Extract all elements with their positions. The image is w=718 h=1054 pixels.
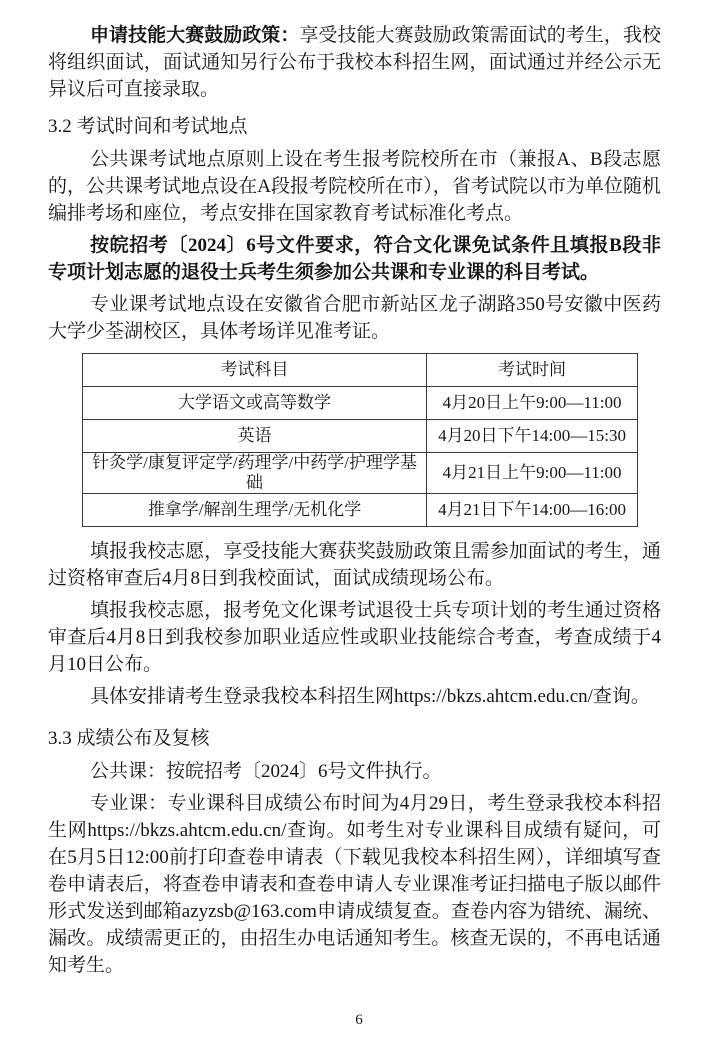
table-header-row — [83, 354, 638, 387]
table-cell-subject: 推拿学/解剖生理学/无机化学 — [83, 494, 427, 527]
table-header-subject: 考试科目 — [83, 354, 427, 387]
table-row — [83, 453, 638, 494]
section-heading-3-3: 3.3 成绩公布及复核 — [48, 728, 210, 749]
policy-paragraph — [48, 22, 661, 103]
table-row — [83, 387, 638, 420]
website-paragraph: 具体安排请考生登录我校本科招生网https://bkzs.ahtcm.edu.cn/查询。 — [90, 686, 650, 707]
policy-paragraph-body: 享受技能大赛鼓励政策需面试的考生，我校将组织面试，面试通知另行公布于我校本科招生网，面试通过并经公示无异议后可直接录取。 — [48, 25, 661, 100]
page-number: 6 — [355, 1012, 363, 1028]
table-cell-subject: 针灸学/康复评定学/药理学/中药学/护理学基础 — [83, 453, 427, 494]
exam-schedule-table — [82, 353, 638, 527]
table-cell-time: 4月21日下午14:00—16:00 — [427, 494, 638, 527]
table-cell-time: 4月21日上午9:00—11:00 — [427, 453, 638, 494]
veteran-assessment-paragraph: 填报我校志愿，报考免文化课考试退役士兵专项计划的考生通过资格审查后4月8日到我校参加职业适应性或职业技能综合考查，考查成绩于4月10日公布。 — [48, 600, 661, 675]
section-heading-3-2: 3.2 考试时间和考试地点 — [48, 116, 248, 137]
policy-paragraph-lead: 申请技能大赛鼓励政策： — [90, 25, 300, 46]
veteran-exam-requirement-paragraph: 按皖招考〔2024〕6号文件要求，符合文化课免试条件且填报B段非专项计划志愿的退役士兵考生须参加公共课和专业课的科目考试。 — [48, 235, 661, 283]
public-course-result-paragraph: 公共课：按皖招考〔2024〕6号文件执行。 — [90, 761, 442, 782]
table-cell-subject: 大学语文或高等数学 — [83, 387, 427, 420]
table-row — [83, 420, 638, 453]
table-cell-time: 4月20日上午9:00—11:00 — [427, 387, 638, 420]
interview-paragraph: 填报我校志愿，享受技能大赛获奖鼓励政策且需参加面试的考生，通过资格审查后4月8日到我校面试，面试成绩现场公布。 — [48, 541, 661, 589]
table-cell-time: 4月20日下午14:00—15:30 — [427, 420, 638, 453]
table-row — [83, 494, 638, 527]
table-header-time: 考试时间 — [427, 354, 638, 387]
public-course-location-paragraph: 公共课考试地点原则上设在考生报考院校所在市（兼报A、B段志愿的，公共课考试地点设在A段报考院校所在市），省考试院以市为单位随机编排考场和座位，考点安排在国家教育考试标准化考点。 — [48, 149, 661, 224]
professional-course-result-paragraph: 专业课：专业课科目成绩公布时间为4月29日，考生登录我校本科招生网https://bkzs.ahtcm.edu.cn/查询。如考生对专业课科目成绩有疑问，可在5月5日12:00前打印查卷申请表（下载见我校本科招生网），详细填写查卷申请表后，将查卷申请表和查卷申请人专业课准考证扫描电子版以邮件形式发送到邮箱azyzsb@163.com申请成绩复查。查卷内容为错统、漏统、漏改。成绩需更正的，由招生办电话通知考生。核查无误的，不再电话通知考生。 — [48, 793, 661, 976]
professional-course-location-paragraph: 专业课考试地点设在安徽省合肥市新站区龙子湖路350号安徽中医药大学少荃湖校区，具体考场详见准考证。 — [48, 294, 661, 342]
table-cell-subject: 英语 — [83, 420, 427, 453]
